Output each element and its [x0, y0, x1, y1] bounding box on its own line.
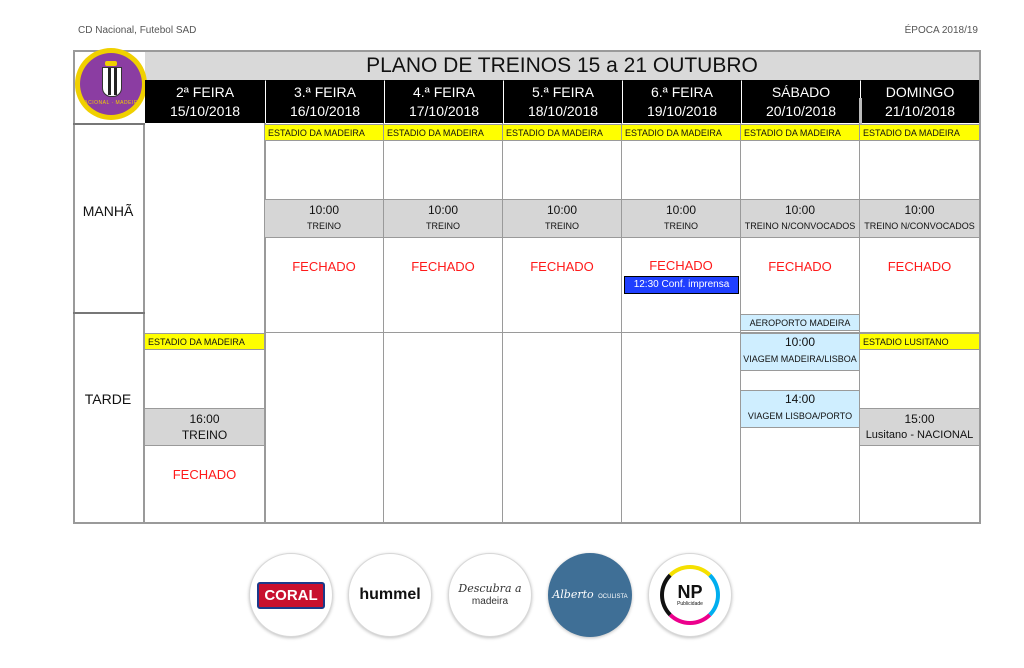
madeira-logo-icon: Descubra a madeira [458, 582, 522, 607]
closed-label: FECHADO [172, 467, 237, 482]
session-cell: 10:00 TREINO N/CONVOCADOS [741, 199, 859, 238]
period-label-morning: MANHÃ [82, 203, 134, 219]
session-cell: 10:00 TREINO [384, 199, 502, 238]
venue-label: ESTADIO LUSITANO [860, 333, 979, 350]
closed-label: FECHADO [292, 259, 356, 274]
session-cell: 10:00 TREINO N/CONVOCADOS [860, 199, 979, 238]
hummel-logo-icon: hummel [359, 586, 421, 603]
page-title: PLANO DE TREINOS 15 a 21 OUTUBRO [145, 52, 979, 81]
sponsor-coral [249, 553, 333, 637]
venue-label: ESTADIO DA MADEIRA [503, 124, 621, 141]
session-cell: 16:00 TREINO [145, 408, 264, 446]
day-header-sunday: DOMINGO 21/10/2018 [861, 80, 979, 123]
venue-label: ESTADIO DA MADEIRA [384, 124, 502, 141]
closed-label: FECHADO [887, 259, 952, 274]
coral-logo-icon: CORAL [257, 582, 324, 609]
travel-cell: 10:00 VIAGEM MADEIRA/LISBOA [741, 333, 859, 371]
sponsor-hummel [348, 553, 432, 637]
session-cell: 10:00 TREINO [622, 199, 740, 238]
press-conference-badge: 12:30 Conf. imprensa [624, 276, 739, 294]
venue-label: ESTADIO DA MADEIRA [741, 124, 859, 141]
sponsor-np [648, 553, 732, 637]
session-cell: 10:00 TREINO [265, 199, 383, 238]
club-crest-icon: NACIONAL · MADEIRA [75, 48, 147, 120]
day-header-thursday: 5.ª FEIRA 18/10/2018 [504, 80, 622, 123]
training-plan-table [73, 50, 981, 524]
day-header-saturday: SÁBADO 20/10/2018 [742, 80, 860, 123]
venue-label: ESTADIO DA MADEIRA [622, 124, 740, 141]
day-header-friday: 6.ª FEIRA 19/10/2018 [623, 80, 741, 123]
closed-label: FECHADO [530, 259, 594, 274]
travel-location: AEROPORTO MADEIRA [741, 314, 859, 331]
day-header-tuesday: 3.ª FEIRA 16/10/2018 [266, 80, 384, 123]
venue-label: ESTADIO DA MADEIRA [860, 124, 979, 141]
closed-label: FECHADO [411, 259, 475, 274]
venue-label: ESTADIO DA MADEIRA [265, 124, 383, 141]
period-label-afternoon: TARDE [84, 391, 132, 407]
match-cell: 15:00 Lusitano - NACIONAL [860, 408, 979, 446]
day-header-monday: 2ª FEIRA 15/10/2018 [145, 80, 265, 123]
day-header-wednesday: 4.ª FEIRA 17/10/2018 [385, 80, 503, 123]
closed-label: FECHADO [649, 258, 713, 273]
closed-label: FECHADO [768, 259, 832, 274]
season-label: ÉPOCA 2018/19 [904, 25, 978, 36]
venue-label: ESTADIO DA MADEIRA [145, 333, 264, 350]
travel-cell: 14:00 VIAGEM LISBOA/PORTO [741, 390, 859, 428]
club-name: CD Nacional, Futebol SAD [78, 25, 197, 36]
session-cell: 10:00 TREINO [503, 199, 621, 238]
sponsor-madeira [448, 553, 532, 637]
np-logo-icon: NP Publicidade [660, 565, 720, 625]
alberto-logo-icon: Alberto OCULISTA [552, 587, 628, 601]
sponsor-alberto [548, 553, 632, 637]
